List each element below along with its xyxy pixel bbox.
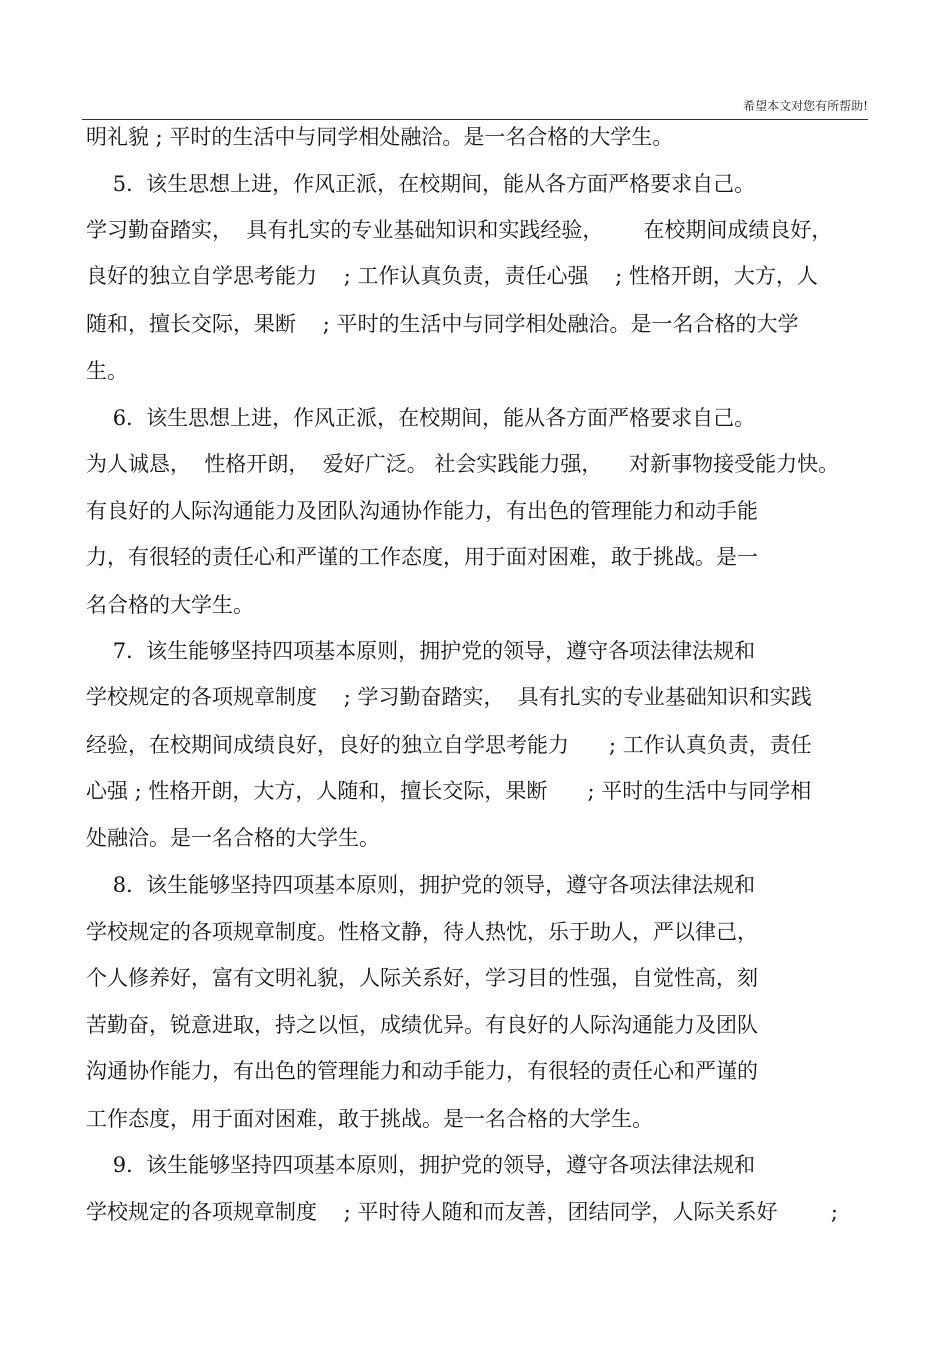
text-line: 6. 该生思想上进，作风正派，在校期间，能从各方面严格要求自己。: [86, 406, 756, 430]
text-line: 为人诚恳， 性格开朗， 爱好广泛。 社会实践能力强， 对新事物接受能力快。: [86, 452, 840, 476]
text-line: 5. 该生思想上进，作风正派，在校期间，能从各方面严格要求自己。: [86, 172, 756, 196]
text-line: 工作态度，用于面对困难，敢于挑战。是一名合格的大学生。: [86, 1107, 653, 1131]
text-line: 有良好的人际沟通能力及团队沟通协作能力，有出色的管理能力和动手能: [86, 499, 758, 523]
text-line: 8. 该生能够坚持四项基本原则，拥护党的领导，遵守各项法律法规和: [86, 873, 756, 897]
text-line: 随和，擅长交际，果断 ; 平时的生活中与同学相处融洽。是一名合格的大学: [86, 312, 799, 336]
text-line: 力，有很轻的责任心和严谨的工作态度，用于面对困难，敢于挑战。是一: [86, 545, 758, 569]
text-line: 处融洽。是一名合格的大学生。: [86, 826, 380, 850]
text-line: 明礼貌 ; 平时的生活中与同学相处融洽。是一名合格的大学生。: [86, 125, 674, 149]
text-line: 学校规定的各项规章制度 ; 学习勤奋踏实， 具有扎实的专业基础知识和实践: [86, 685, 812, 709]
header-rule: [82, 119, 868, 120]
text-line: 学习勤奋踏实， 具有扎实的专业基础知识和实践经验， 在校期间成绩良好，: [86, 218, 833, 242]
text-line: 名合格的大学生。: [86, 593, 254, 617]
text-line: 学校规定的各项规章制度。性格文静，待人热忱，乐于助人，严以律己，: [86, 920, 758, 944]
text-line: 良好的独立自学思考能力 ; 工作认真负责，责任心强 ; 性格开朗，大方，人: [86, 264, 818, 288]
text-line: 个人修养好，富有文明礼貌，人际关系好，学习目的性强，自觉性高，刻: [86, 966, 758, 990]
text-line: 苦勤奋，锐意进取，持之以恒，成绩优异。有良好的人际沟通能力及团队: [86, 1013, 758, 1037]
text-line: 经验，在校期间成绩良好，良好的独立自学思考能力 ; 工作认真负责，责任: [86, 733, 812, 757]
text-line: 沟通协作能力，有出色的管理能力和动手能力，有很轻的责任心和严谨的: [86, 1059, 758, 1083]
text-line: 7. 该生能够坚持四项基本原则，拥护党的领导，遵守各项法律法规和: [86, 639, 756, 663]
text-line: 学校规定的各项规章制度 ; 平时待人随和而友善，团结同学，人际关系好 ;: [86, 1200, 838, 1224]
header-note: 希望本文对您有所帮助!: [743, 99, 868, 113]
text-line: 心强 ; 性格开朗，大方，人随和，擅长交际，果断 ; 平时的生活中与同学相: [86, 779, 812, 803]
text-line: 9. 该生能够坚持四项基本原则，拥护党的领导，遵守各项法律法规和: [86, 1153, 756, 1177]
text-line: 生。: [86, 359, 128, 383]
